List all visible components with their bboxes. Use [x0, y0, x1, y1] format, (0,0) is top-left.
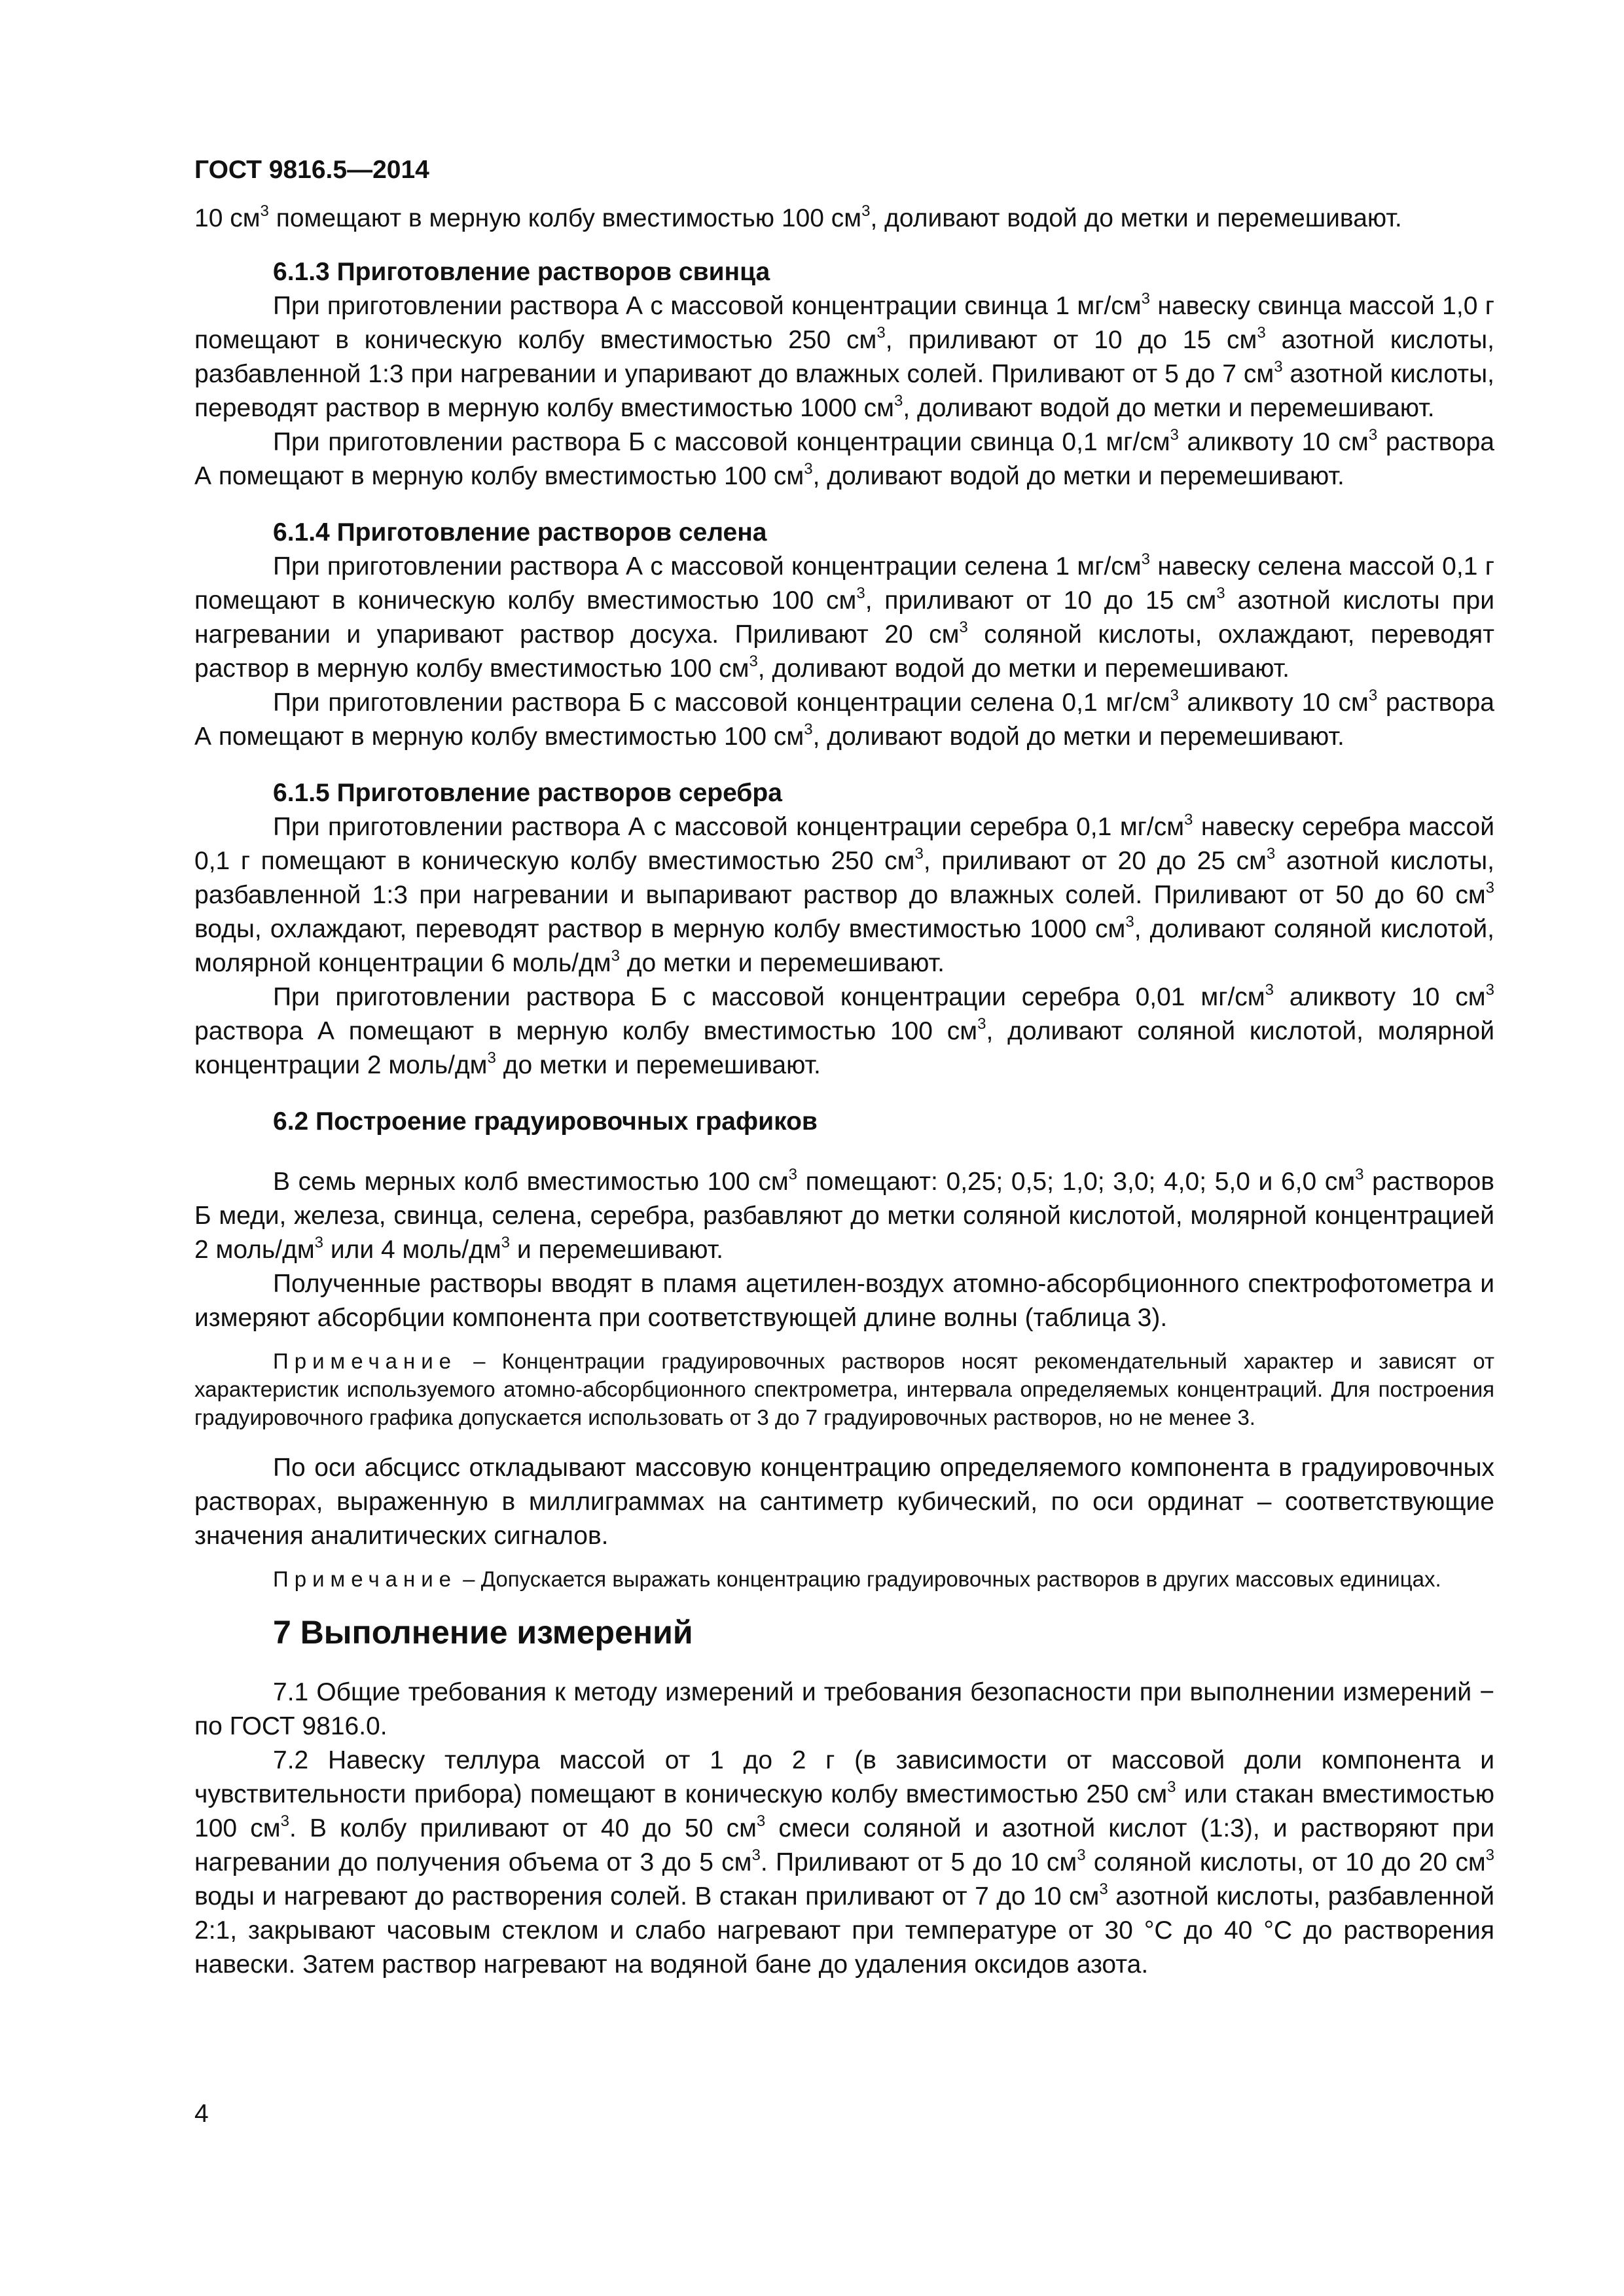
section-6-2-paragraph-3: По оси абсцисс откладывают массовую концентрацию определяемого компонента в градуировочных растворах, выраженную в миллиграммах на сантиметр кубический, по оси ординат – соответствующие значения аналитических сигналов.: [194, 1454, 1494, 1550]
section-6-2-title: 6.2 Построение градуировочных графиков: [273, 1107, 818, 1136]
section-6-1-3-paragraph-1: При приготовлении раствора А с массовой концентрации свинца 1 $мг/см^3$ навеску свинца массой 1,0 г помещают в коническую колбу вместимостью 250 $см^3$, приливают от 10 до 15 $см^3$ азотной кислоты, разбавленной 1:3 при нагревании и упаривают до влажных солей. Приливают от 5 до 7 $см^3$ азотной кислоты, переводят раствор в мерную колбу вместимостью 1000 $см^3$, доливают водой до метки и перемешивают.: [194, 290, 1494, 422]
document-page: [194, 156, 1494, 1982]
section-7-title: 7 Выполнение измерений: [273, 1614, 693, 1651]
document-code: ГОСТ 9816.5—2014: [194, 156, 429, 184]
section-6-2-paragraph-2: Полученные растворы вводят в пламя ацетилен-воздух атомно-абсорбционного спектрофотометра и измеряют абсорбции компонента при соответствующей длине волны (таблица 3).: [194, 1270, 1494, 1332]
section-7-1-paragraph: 7.1 Общие требования к методу измерений и требования безопасности при выполнении измерений − по ГОСТ 9816.0.: [194, 1678, 1494, 1740]
page-number: 4: [194, 2100, 209, 2128]
section-6-1-4-paragraph-1: При приготовлении раствора А с массовой концентрации селена 1 $мг/см^3$ навеску селена массой 0,1 г помещают в коническую колбу вместимостью 100 $см^3$, приливают от 10 до 15 $см^3$ азотной кислоты при нагревании и упаривают раствор досуха. Приливают 20 $см^3$ соляной кислоты, охлаждают, переводят раствор в мерную колбу вместимостью 100 $см^3$, доливают водой до метки и перемешивают.: [194, 550, 1494, 683]
section-6-1-3-paragraph-2: При приготовлении раствора Б с массовой концентрации свинца 0,1 $мг/см^3$ аликвоту 10 $см^3$ раствора А помещают в мерную колбу вместимостью 100 $см^3$, доливают водой до метки и перемешивают.: [194, 426, 1494, 490]
note-1: [194, 1347, 1494, 1431]
intro-paragraph: 10 $см^3$ помещают в мерную колбу вместимостью 100 $см^3$, доливают водой до метки и перемешивают.: [194, 202, 1402, 232]
section-6-2-paragraph-1: В семь мерных колб вместимостью 100 $см^3$ помещают: 0,25; 0,5; 1,0; 3,0; 4,0; 5,0 и 6,0 $см^3$ растворов Б меди, железа, свинца, селена, серебра, разбавляют до метки соляной кислотой, молярной концентрацией 2 моль/$дм^3$ или 4 моль/$дм^3$ и перемешивают.: [194, 1166, 1494, 1264]
section-6-1-5-paragraph-1: При приготовлении раствора А с массовой концентрации серебра 0,1 $мг/см^3$ навеску серебра массой 0,1 г помещают в коническую колбу вместимостью 250 $см^3$, приливают от 20 до 25 $см^3$ азотной кислоты, разбавленной 1:3 при нагревании и выпаривают раствор до влажных солей. Приливают от 50 до 60 $см^3$ воды, охлаждают, переводят раствор в мерную колбу вместимостью 1000 $см^3$, доливают соляной кислотой, молярной концентрации 6 моль/$дм^3$ до метки и перемешивают.: [194, 811, 1495, 977]
section-6-1-3-title: 6.1.3 Приготовление растворов свинца: [273, 258, 770, 286]
note-2-label: Примечание: [273, 1567, 458, 1591]
section-6-1-4-title: 6.1.4 Приготовление растворов селена: [273, 518, 767, 547]
section-6-1-5-paragraph-2: При приготовлении раствора Б с массовой концентрации серебра 0,01 $мг/см^3$ аликвоту 10 $см^3$ раствора А помещают в мерную колбу вместимостью 100 $см^3$, доливают соляной кислотой, молярной концентрации 2 моль/$дм^3$ до метки и перемешивают.: [194, 981, 1494, 1079]
section-7-2-paragraph: 7.2 Навеску теллура массой от 1 до 2 г (в зависимости от массовой доли компонента и чувствительности прибора) помещают в коническую колбу вместимостью 250 $см^3$ или стакан вместимостью 100 $см^3$. В колбу приливают от 40 до 50 $см^3$ смеси соляной и азотной кислот (1:3), и растворяют при нагревании до получения объема от 3 до 5 $см^3$. Приливают от 5 до 10 $см^3$ соляной кислоты, от 10 до 20 $см^3$ воды и нагревают до растворения солей. В стакан приливают от 7 до 10 $см^3$ азотной кислоты, разбавленной 2:1, закрывают часовым стеклом и слабо нагревают при температуре от 30 °С до 40 °С до растворения навески. Затем раствор нагревают на водяной бане до удаления оксидов азота.: [194, 1746, 1495, 1979]
note-2-text: – Допускается выражать концентрацию градуировочных растворов в других массовых единицах.: [457, 1567, 1441, 1591]
section-6-1-4-paragraph-2: При приготовлении раствора Б с массовой концентрации селена 0,1 $мг/см^3$ аликвоту 10 $см^3$ раствора А помещают в мерную колбу вместимостью 100 $см^3$, доливают водой до метки и перемешивают.: [194, 687, 1494, 751]
note-2: [194, 1565, 1494, 1593]
note-1-text: – Концентрации градуировочных растворов носят рекомендательный характер и зависят от характеристик используемого атомно-абсорбционного спектрометра, интервала определяемых концентраций. Для построения градуировочного графика допускается использовать от 3 до 7 градуировочных растворов, но не менее 3.: [194, 1349, 1494, 1429]
note-1-label: Примечание: [273, 1349, 458, 1373]
section-6-1-5-title: 6.1.5 Приготовление растворов серебра: [273, 779, 782, 807]
